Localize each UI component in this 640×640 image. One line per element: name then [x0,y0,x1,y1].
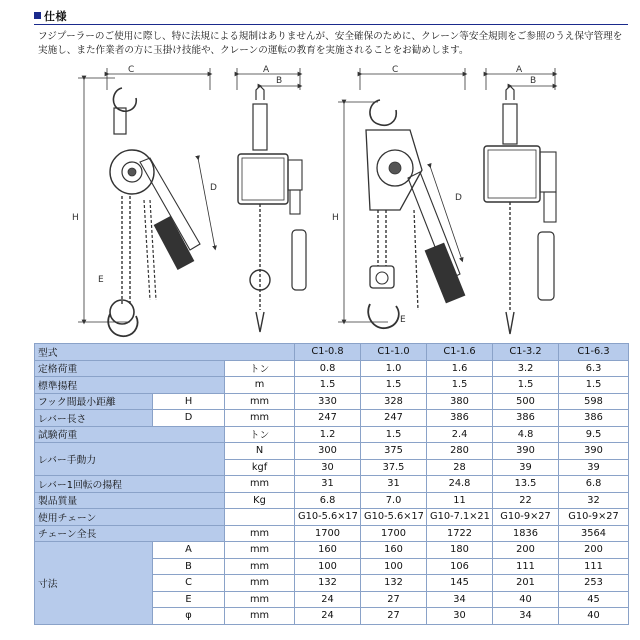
table-row [35,410,629,427]
row-label: 標準揚程 [35,377,225,394]
value-cell: 22 [493,492,559,509]
side-view-large [484,65,556,334]
value-cell: 330 [295,393,361,410]
unit-cell: mm [225,558,295,575]
value-cell: 24 [295,608,361,625]
dim-label-c2: C [392,65,399,75]
value-cell: 1.2 [295,426,361,443]
model-header: C1-3.2 [493,344,559,361]
value-cell: 380 [427,393,493,410]
value-cell: 598 [559,393,629,410]
section-header [34,8,67,24]
value-cell: 9.5 [559,426,629,443]
unit-cell: Kg [225,492,295,509]
symbol-cell: H [153,393,225,410]
value-cell: 2.4 [427,426,493,443]
row-label: 試験荷重 [35,426,225,443]
unit-cell: mm [225,608,295,625]
value-cell: 28 [427,459,493,476]
unit-cell: mm [225,525,295,542]
model-header: C1-1.0 [361,344,427,361]
value-cell: 32 [559,492,629,509]
value-cell: 1700 [295,525,361,542]
front-view-large [332,65,465,328]
value-cell: 39 [493,459,559,476]
value-cell: 6.8 [559,476,629,493]
dim-label-a1: A [263,65,270,75]
value-cell: 27 [361,608,427,625]
value-cell: 300 [295,443,361,460]
value-cell: 180 [427,542,493,559]
value-cell: 34 [427,591,493,608]
value-cell: 37.5 [361,459,427,476]
row-label: レバー長さ [35,410,153,427]
unit-cell: N [225,443,295,460]
value-cell: 6.8 [295,492,361,509]
table-row [35,426,629,443]
symbol-cell: E [153,591,225,608]
value-cell: 4.8 [493,426,559,443]
value-cell: 280 [427,443,493,460]
value-cell: 111 [559,558,629,575]
side-view-small [237,65,306,332]
dim-label-a2: A [516,65,523,75]
table-row [35,492,629,509]
value-cell: 1836 [493,525,559,542]
value-cell: 200 [559,542,629,559]
row-label: 製品質量 [35,492,225,509]
square-bullet-icon [34,12,41,19]
front-view-small [72,65,217,336]
value-cell: 100 [295,558,361,575]
value-cell: 201 [493,575,559,592]
value-cell: 390 [493,443,559,460]
dim-label-e1: E [98,275,104,285]
value-cell: 375 [361,443,427,460]
dim-label-d2: D [455,193,462,203]
row-label: レバー1回転の揚程 [35,476,225,493]
value-cell: 13.5 [493,476,559,493]
value-cell: 27 [361,591,427,608]
row-label: チェーン全長 [35,525,225,542]
value-cell: 31 [361,476,427,493]
value-cell: 1.5 [427,377,493,394]
value-cell: 1.5 [361,377,427,394]
value-cell: 500 [493,393,559,410]
value-cell: 328 [361,393,427,410]
value-cell: 45 [559,591,629,608]
row-label: 使用チェーン [35,509,225,526]
value-cell: 386 [559,410,629,427]
symbol-cell: φ [153,608,225,625]
value-cell: 132 [295,575,361,592]
unit-cell: mm [225,410,295,427]
value-cell: 160 [361,542,427,559]
value-cell: 386 [427,410,493,427]
value-cell: 253 [559,575,629,592]
value-cell: G10-5.6×17 [295,509,361,526]
dim-label-b2: B [530,76,537,86]
value-cell: 3.2 [493,360,559,377]
symbol-cell: D [153,410,225,427]
row-label: フック間最小距離 [35,393,153,410]
dim-label-h1: H [72,213,79,223]
value-cell: 3564 [559,525,629,542]
unit-cell: kgf [225,459,295,476]
value-cell: 247 [361,410,427,427]
value-cell: 111 [493,558,559,575]
symbol-cell: B [153,558,225,575]
symbol-cell: C [153,575,225,592]
lever-hoist-diagrams [70,60,590,342]
value-cell: 1.5 [361,426,427,443]
unit-cell: m [225,377,295,394]
value-cell: G10-9×27 [559,509,629,526]
value-cell: 145 [427,575,493,592]
value-cell: 0.8 [295,360,361,377]
value-cell: 1.5 [559,377,629,394]
header-rule [34,24,628,25]
value-cell: 31 [295,476,361,493]
value-cell: 106 [427,558,493,575]
table-row [35,509,629,526]
value-cell: 1.0 [361,360,427,377]
unit-cell: mm [225,591,295,608]
unit-cell: mm [225,393,295,410]
value-cell: 1700 [361,525,427,542]
value-cell: 160 [295,542,361,559]
value-cell: 132 [361,575,427,592]
table-row [35,377,629,394]
table-row [35,360,629,377]
dim-label-e2: E [400,315,406,325]
dim-label-d1: D [210,183,217,193]
dim-label-c1: C [128,65,135,75]
value-cell: 1.5 [295,377,361,394]
row-label: レバー手動力 [35,443,225,476]
unit-cell [225,509,295,526]
value-cell: 200 [493,542,559,559]
model-header: C1-0.8 [295,344,361,361]
value-cell: 40 [493,591,559,608]
value-cell: 1.6 [427,360,493,377]
table-row [35,393,629,410]
value-cell: 34 [493,608,559,625]
table-row [35,542,629,559]
row-label: 寸法 [35,542,153,625]
usage-notice: フジプーラーのご使用に際し、特に法規による規制はありませんが、安全確保のために、クレーン等安全規則をご参照のうえ保守管理を実施し、また作業者の方に玉掛け技能や、クレーンの運転の教育を実施されることをお勧めします。 [38,31,623,56]
model-header: C1-1.6 [427,344,493,361]
table-header-row [35,344,629,361]
section-title: 仕様 [44,10,67,23]
unit-cell: mm [225,575,295,592]
value-cell: 6.3 [559,360,629,377]
value-cell: 247 [295,410,361,427]
value-cell: 24.8 [427,476,493,493]
value-cell: 386 [493,410,559,427]
value-cell: 40 [559,608,629,625]
value-cell: 30 [295,459,361,476]
table-row [35,525,629,542]
unit-cell: トン [225,426,295,443]
table-row [35,476,629,493]
value-cell: 30 [427,608,493,625]
dim-label-h2: H [332,213,339,223]
spec-table [34,343,629,625]
value-cell: 24 [295,591,361,608]
row-label: 定格荷重 [35,360,225,377]
value-cell: 39 [559,459,629,476]
symbol-cell: A [153,542,225,559]
value-cell: 390 [559,443,629,460]
value-cell: 7.0 [361,492,427,509]
value-cell: G10-7.1×21 [427,509,493,526]
dim-label-b1: B [276,76,283,86]
value-cell: G10-9×27 [493,509,559,526]
value-cell: G10-5.6×17 [361,509,427,526]
table-row [35,443,629,460]
model-header: C1-6.3 [559,344,629,361]
value-cell: 1722 [427,525,493,542]
unit-cell: mm [225,542,295,559]
unit-cell: mm [225,476,295,493]
value-cell: 11 [427,492,493,509]
model-label: 型式 [35,344,295,361]
value-cell: 100 [361,558,427,575]
unit-cell: トン [225,360,295,377]
value-cell: 1.5 [493,377,559,394]
